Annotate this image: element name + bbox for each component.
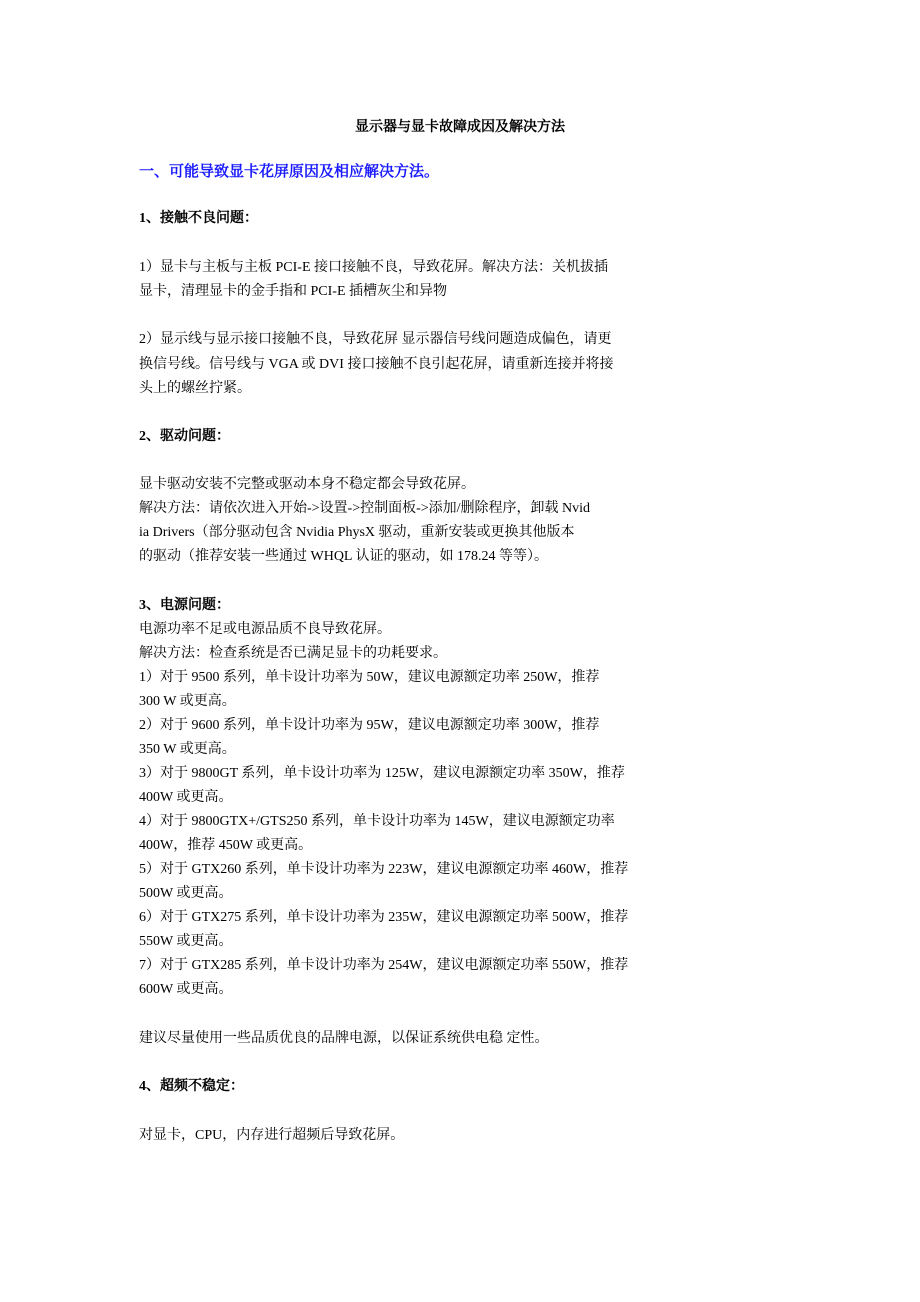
paragraph-line: 2）显示线与显示接口接触不良，导致花屏 显示器信号线问题造成偏色，请更 (139, 332, 612, 347)
subsection-heading-contact: 1、接触不良问题： (139, 211, 258, 226)
paragraph-line: 显卡驱动安装不完整或驱动本身不稳定都会导致花屏。 (139, 477, 475, 492)
paragraph-line: 电源功率不足或电源品质不良导致花屏。 (139, 622, 391, 637)
document-title: 显示器与显卡故障成因及解决方法 (355, 119, 565, 135)
paragraph-line: 显卡，清理显卡的金手指和 PCI-E 插槽灰尘和异物 (139, 284, 447, 299)
paragraph-line: 4）对于 9800GTX+/GTS250 系列，单卡设计功率为 145W，建议电源额定功率 (139, 814, 615, 829)
paragraph-line: 1）对于 9500 系列，单卡设计功率为 50W，建议电源额定功率 250W，推荐 (139, 670, 600, 685)
paragraph-line: 600W 或更高。 (139, 982, 233, 997)
paragraph-line: 3）对于 9800GT 系列，单卡设计功率为 125W，建议电源额定功率 350W，推荐 (139, 766, 625, 781)
paragraph-line: 建议尽量使用一些品质优良的品牌电源，以保证系统供电稳 定性。 (139, 1031, 549, 1046)
subsection-heading-driver: 2、驱动问题： (139, 429, 230, 444)
subsection-heading-overclock: 4、超频不稳定： (139, 1079, 244, 1094)
section-heading: 一、可能导致显卡花屏原因及相应解决方法。 (139, 162, 440, 180)
paragraph-line: 1）显卡与主板与主板 PCI-E 接口接触不良，导致花屏。解决方法：关机拔插 (139, 260, 608, 275)
paragraph-line: 换信号线。信号线与 VGA 或 DVI 接口接触不良引起花屏，请重新连接并将接 (139, 357, 614, 372)
paragraph-line: 对显卡，CPU，内存进行超频后导致花屏。 (139, 1128, 405, 1143)
paragraph-line: 解决方法：请依次进入开始->设置->控制面板->添加/删除程序，卸载 Nvid (139, 501, 591, 516)
paragraph-line: 500W 或更高。 (139, 886, 233, 901)
paragraph-line: 400W 或更高。 (139, 790, 233, 805)
subsection-heading-power: 3、电源问题： (139, 598, 230, 613)
paragraph-line: 的驱动（推荐安装一些通过 WHQL 认证的驱动，如 178.24 等等）。 (139, 549, 548, 564)
paragraph-line: 7）对于 GTX285 系列，单卡设计功率为 254W，建议电源额定功率 550W，推荐 (139, 958, 629, 973)
paragraph-line: 解决方法：检查系统是否已满足显卡的功耗要求。 (139, 646, 447, 661)
paragraph-line: 400W，推荐 450W 或更高。 (139, 838, 313, 853)
paragraph-line: 300 W 或更高。 (139, 694, 236, 709)
paragraph-line: 550W 或更高。 (139, 934, 233, 949)
paragraph-line: 350 W 或更高。 (139, 742, 236, 757)
paragraph-line: ia Drivers（部分驱动包含 Nvidia PhysX 驱动，重新安装或更换其他版本 (139, 525, 575, 540)
paragraph-line: 头上的螺丝拧紧。 (139, 381, 251, 396)
paragraph-line: 2）对于 9600 系列，单卡设计功率为 95W，建议电源额定功率 300W，推荐 (139, 718, 600, 733)
paragraph-line: 6）对于 GTX275 系列，单卡设计功率为 235W，建议电源额定功率 500W，推荐 (139, 910, 629, 925)
paragraph-line: 5）对于 GTX260 系列，单卡设计功率为 223W，建议电源额定功率 460W，推荐 (139, 862, 629, 877)
